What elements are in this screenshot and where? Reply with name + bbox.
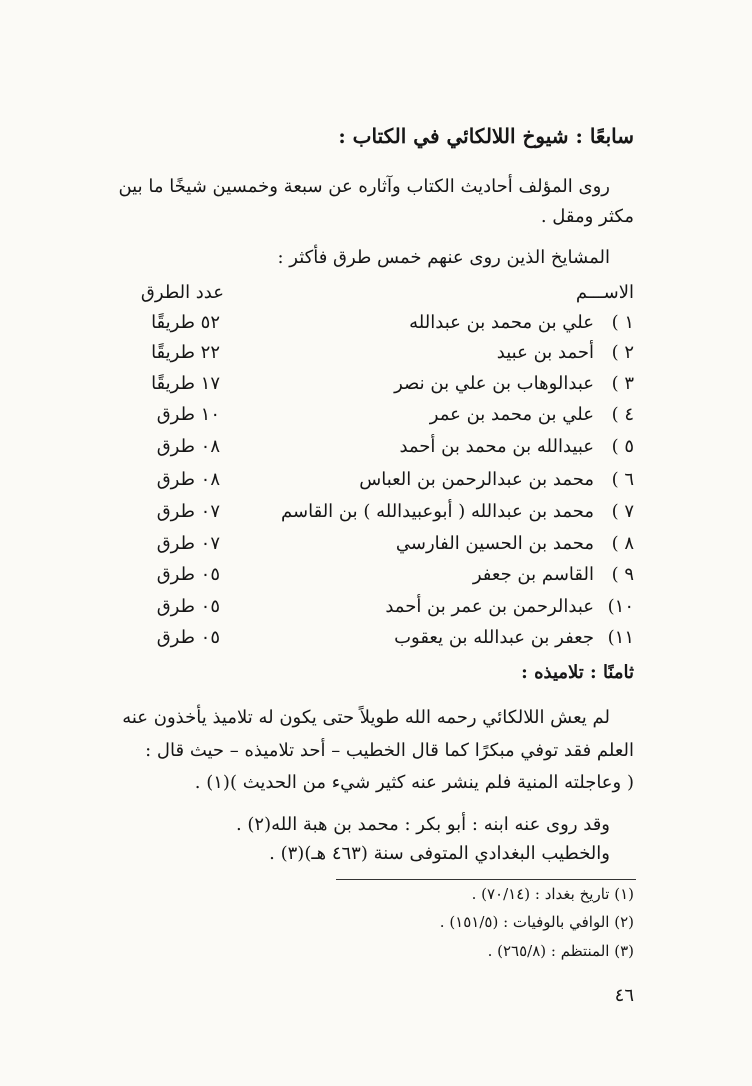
table-row <box>0 312 752 342</box>
row-number: ١١) <box>607 627 634 648</box>
row-number: ٤ ) <box>611 404 634 425</box>
row-number: ٣ ) <box>611 373 634 394</box>
row-number: ٦ ) <box>611 469 634 490</box>
students-line-1: وقد روى عنه ابنه : أبو بكر : محمد بن هبة الله(٢) . <box>235 814 610 835</box>
table-row <box>0 533 752 563</box>
route-count: ٠٧ طرق <box>156 501 220 522</box>
footnote-3: (٣) المنتظم : (٢٦٥/٨) . <box>487 942 634 960</box>
row-number: ٧ ) <box>611 501 634 522</box>
paragraph-line-3: ( وعاجلته المنية فلم ينشر عنه كثير شيء من الحديث )(١) . <box>194 772 634 793</box>
table-row <box>0 501 752 531</box>
table-row <box>0 373 752 403</box>
paragraph-line-2: العلم فقد توفي مبكرًا كما قال الخطيب – أحد تلاميذه – حيث قال : <box>145 740 634 761</box>
row-number: ٢ ) <box>611 342 634 363</box>
route-count: ٠٧ طرق <box>156 533 220 554</box>
table-row <box>0 342 752 372</box>
row-number: ١٠) <box>607 596 634 617</box>
route-count: ٠٥ طرق <box>156 596 220 617</box>
sheikh-name: أحمد بن عبيد <box>496 342 594 363</box>
column-header-name: الاســـم <box>575 282 634 303</box>
row-number: ٥ ) <box>611 436 634 457</box>
sheikh-name: عبيدالله بن محمد بن أحمد <box>399 436 594 457</box>
table-row <box>0 404 752 434</box>
sheikh-name: عبدالرحمن بن عمر بن أحمد <box>385 596 594 617</box>
table-row <box>0 564 752 594</box>
section-seven-heading: سابعًا : شيوخ اللالكائي في الكتاب : <box>338 124 634 148</box>
sheikh-name: محمد بن عبدالرحمن بن العباس <box>359 469 594 490</box>
sheikh-name: محمد بن الحسين الفارسي <box>395 533 594 554</box>
section-eight-heading: ثامنًا : تلاميذه : <box>521 662 634 683</box>
students-line-2: والخطيب البغدادي المتوفى سنة (٤٦٣ هـ)(٣) . <box>269 843 610 864</box>
footnote-separator <box>336 879 636 880</box>
route-count: ١٧ طريقًا <box>151 373 220 394</box>
paragraph-line-1: لم يعش اللالكائي رحمه الله طويلاً حتى يكون له تلاميذ يأخذون عنه <box>122 707 610 728</box>
route-count: ٥٢ طريقًا <box>151 312 220 333</box>
route-count: ٠٥ طرق <box>156 564 220 585</box>
sheikh-name: علي بن محمد بن عبدالله <box>409 312 594 333</box>
route-count: ١٠ طرق <box>156 404 220 425</box>
route-count: ٢٢ طريقًا <box>151 342 220 363</box>
table-row <box>0 596 752 626</box>
table-row <box>0 469 752 499</box>
row-number: ٩ ) <box>611 564 634 585</box>
footnote-2: (٢) الوافي بالوفيات : (١٥١/٥) . <box>439 913 634 931</box>
sheikh-name: محمد بن عبدالله ( أبوعبيدالله ) بن القاسم <box>281 501 594 522</box>
sheikh-name: عبدالوهاب بن علي بن نصر <box>394 373 594 394</box>
route-count: ٠٥ طرق <box>156 627 220 648</box>
route-count: ٠٨ طرق <box>156 436 220 457</box>
intro-line-2: مكثر ومقل . <box>540 206 634 227</box>
column-header-count: عدد الطرق <box>140 282 224 303</box>
row-number: ١ ) <box>611 312 634 333</box>
table-row <box>0 436 752 466</box>
page-number: ٤٦ <box>614 985 634 1006</box>
sheikh-name: علي بن محمد بن عمر <box>429 404 594 425</box>
footnote-1: (١) تاريخ بغداد : (٧٠/١٤) . <box>471 885 634 903</box>
intro-line-1: روى المؤلف أحاديث الكتاب وآثاره عن سبعة وخمسين شيخًا ما بين <box>118 176 610 197</box>
sheikh-name: القاسم بن جعفر <box>472 564 594 585</box>
list-subheading: المشايخ الذين روى عنهم خمس طرق فأكثر : <box>277 247 610 268</box>
table-row <box>0 627 752 657</box>
row-number: ٨ ) <box>611 533 634 554</box>
route-count: ٠٨ طرق <box>156 469 220 490</box>
sheikh-name: جعفر بن عبدالله بن يعقوب <box>394 627 594 648</box>
